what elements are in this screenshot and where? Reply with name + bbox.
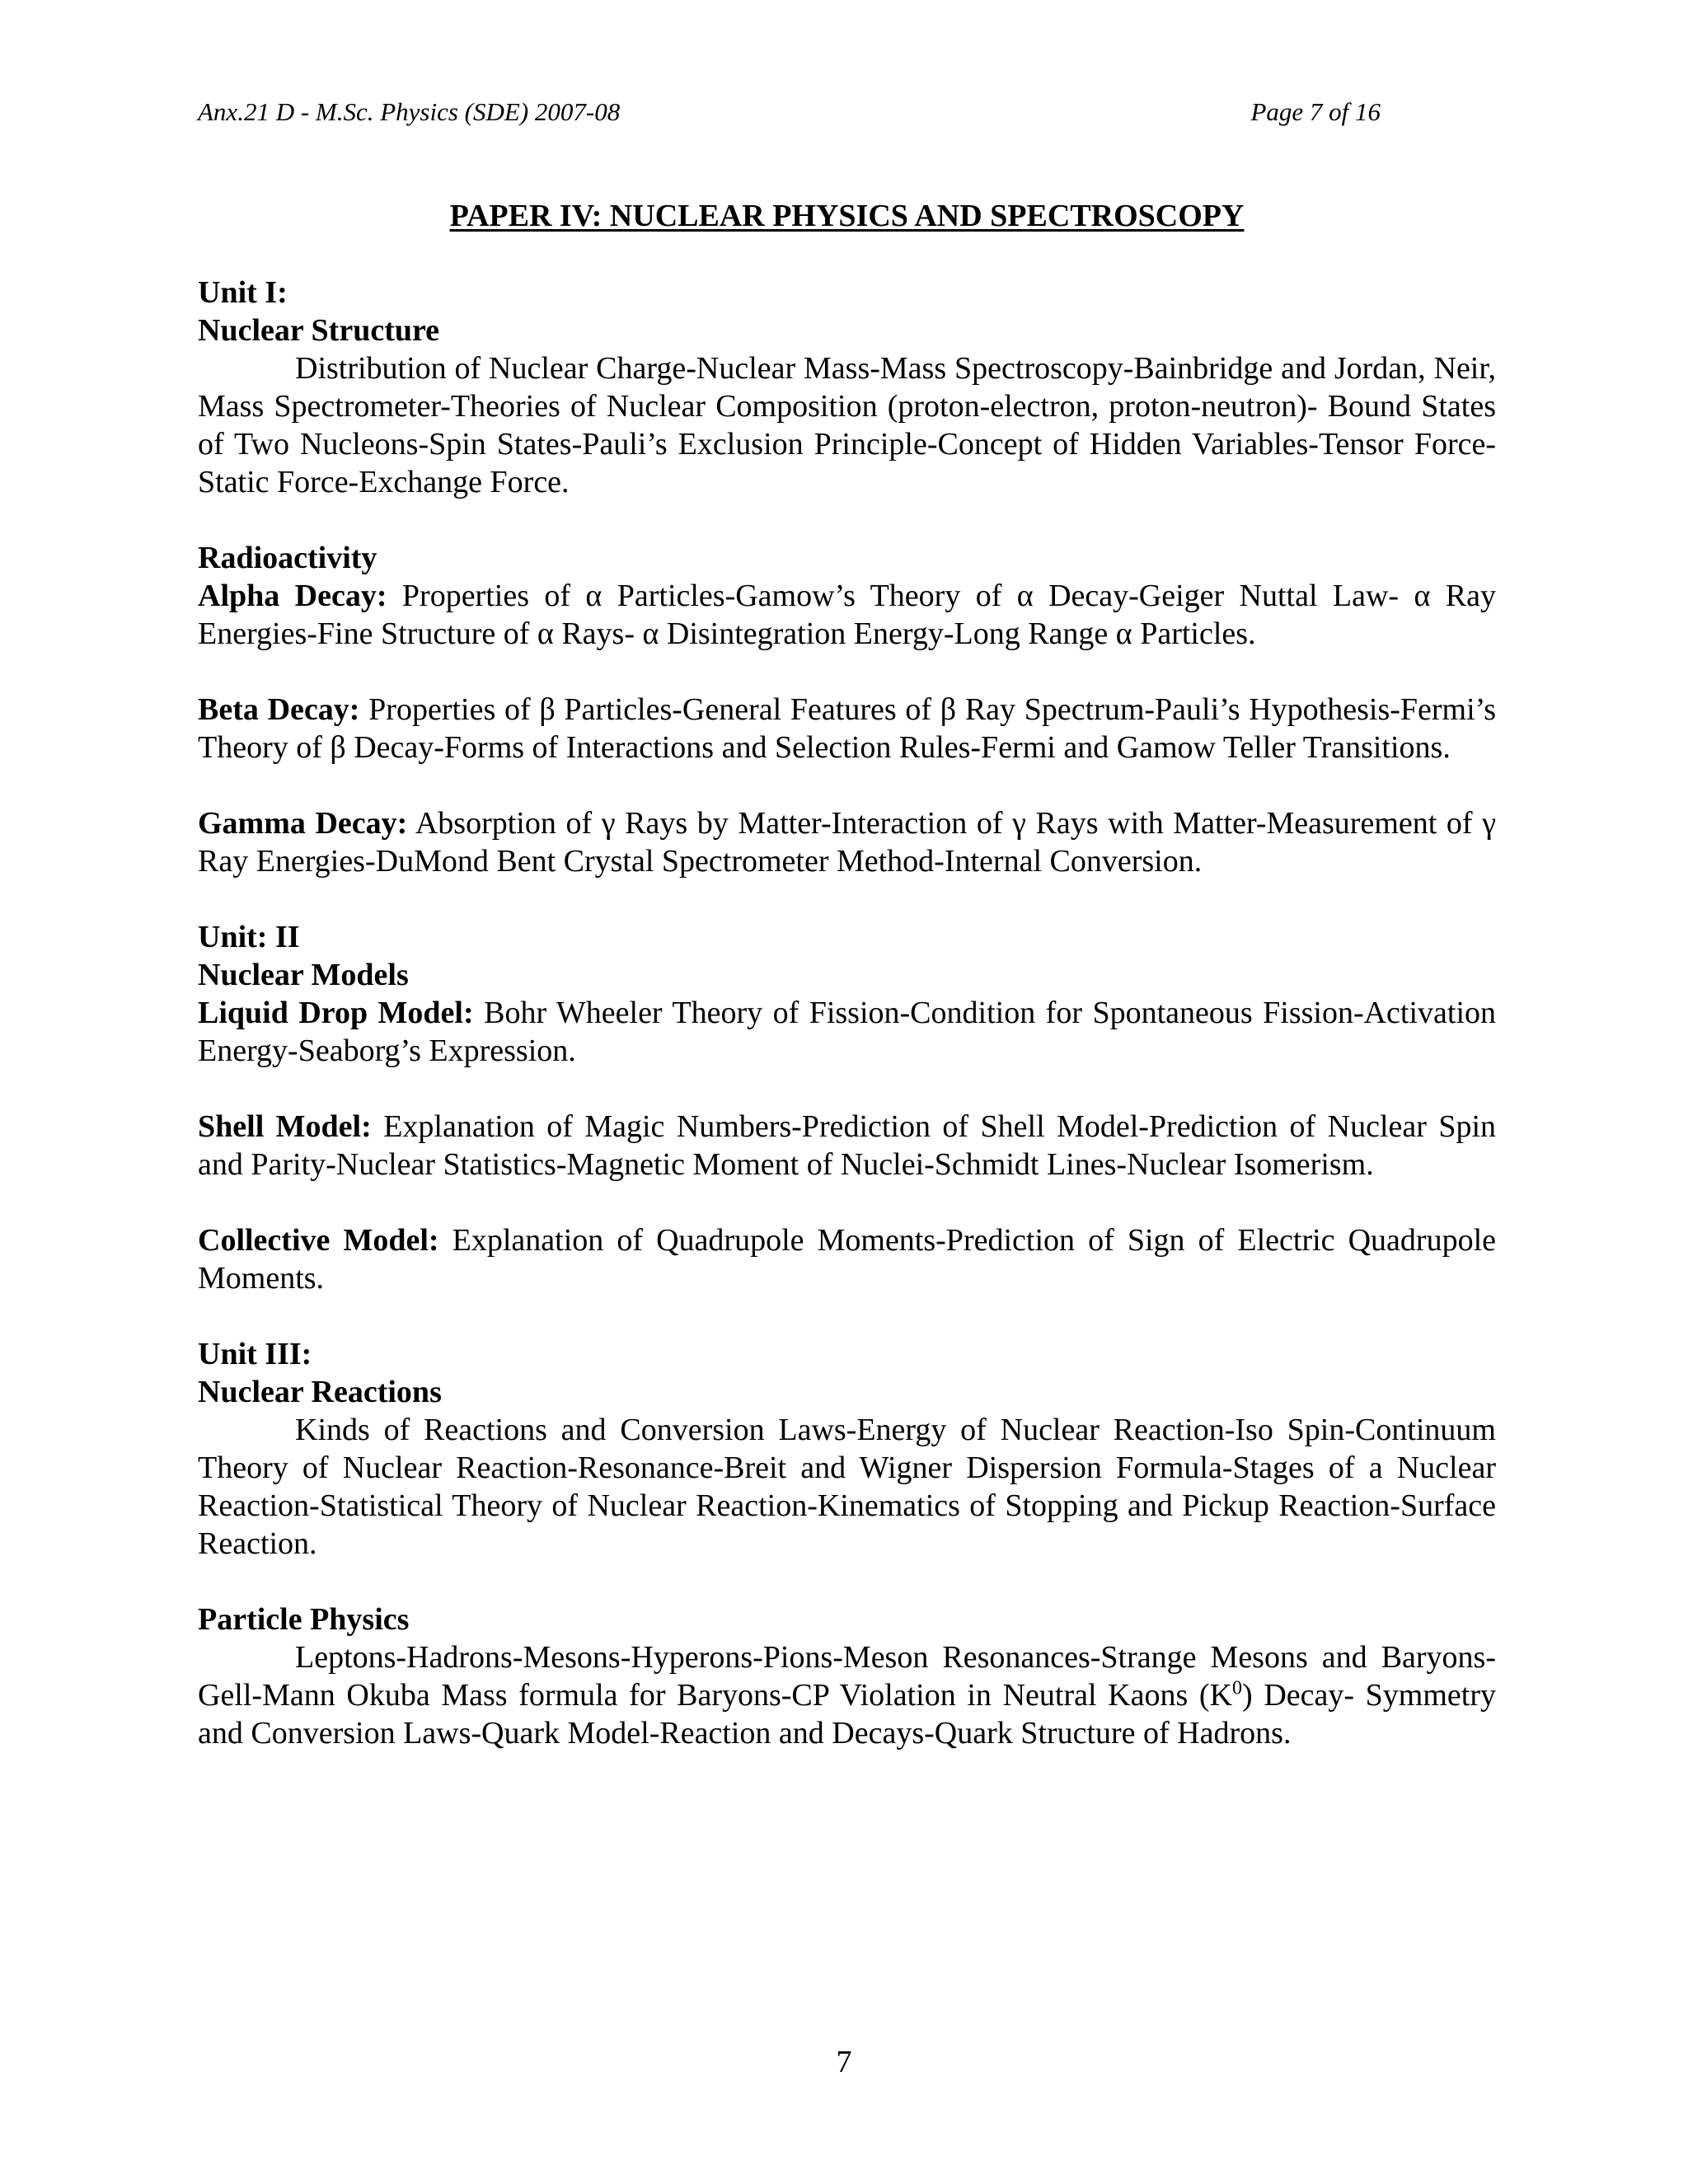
- particle-physics-paragraph: [198, 1638, 1496, 1752]
- particle-physics-heading: Particle Physics: [198, 1602, 410, 1637]
- nuclear-structure-heading: Nuclear Structure: [198, 313, 440, 348]
- header-page-info: Page 7 of 16: [1250, 97, 1381, 126]
- unit-3-label: Unit III:: [198, 1337, 312, 1371]
- beta-decay-label: Beta Decay:: [198, 692, 360, 727]
- beta-decay-text: Properties of β Particles-General Features of β Ray Spectrum-Pauli’s Hypothesis-Fermi’s Theory of β Decay-Forms of Interactions and Selection Rules-Fermi and Gamow Teller Transitions.: [198, 692, 1497, 765]
- unit-2-label: Unit: II: [198, 920, 300, 954]
- syllabus-content: [198, 274, 1496, 1752]
- page-number: 7: [836, 2045, 852, 2079]
- header-course-info: Anx.21 D - M.Sc. Physics (SDE) 2007-08: [198, 97, 621, 126]
- shell-model-text: Explanation of Magic Numbers-Prediction of Shell Model-Prediction of Nuclear Spin and Parity-Nuclear Statistics-Magnetic Moment of Nuclei-Schmidt Lines-Nuclear Isomerism.: [198, 1109, 1497, 1182]
- collective-model-text: Explanation of Quadrupole Moments-Prediction of Sign of Electric Quadrupole Moments.: [198, 1223, 1497, 1296]
- liquid-drop-text: Bohr Wheeler Theory of Fission-Condition for Spontaneous Fission-Activation Energy-Seaborg’s Expression.: [198, 996, 1497, 1068]
- alpha-decay-label: Alpha Decay:: [198, 579, 387, 613]
- shell-model-paragraph: [198, 1108, 1496, 1183]
- liquid-drop-paragraph: [198, 994, 1496, 1070]
- collective-model-label: Collective Model:: [198, 1223, 439, 1258]
- nuclear-reactions-text: Kinds of Reactions and Conversion Laws-Energy of Nuclear Reaction-Iso Spin-Continuum Theory of Nuclear Reaction-Resonance-Breit and Wigner Dispersion Formula-Stages of a Nuclear Reaction-Statistical Theory of Nuclear Reaction-Kinematics of Stopping and Pickup Reaction-Surface Reaction.: [198, 1413, 1496, 1561]
- page-header: [198, 97, 1381, 134]
- alpha-decay-paragraph: [198, 577, 1496, 653]
- nuclear-models-heading: Nuclear Models: [198, 958, 409, 992]
- nuclear-reactions-heading: Nuclear Reactions: [198, 1375, 442, 1409]
- collective-model-paragraph: [198, 1221, 1496, 1297]
- radioactivity-heading: Radioactivity: [198, 541, 377, 575]
- paper-title: [198, 198, 1496, 234]
- liquid-drop-label: Liquid Drop Model:: [198, 996, 474, 1030]
- beta-decay-paragraph: [198, 691, 1496, 766]
- particle-physics-text-2: ) Decay- Symmetry and Conversion Laws-Quark Model-Reaction and Decays-Quark Structure of Hadrons.: [198, 1678, 1496, 1750]
- gamma-decay-paragraph: [198, 804, 1496, 880]
- gamma-decay-label: Gamma Decay:: [198, 806, 408, 841]
- kaon-superscript: 0: [1232, 1677, 1243, 1699]
- gamma-decay-text: Absorption of γ Rays by Matter-Interaction of γ Rays with Matter-Measurement of γ Ray Energies-DuMond Bent Crystal Spectrometer Method-Internal Conversion.: [198, 806, 1497, 879]
- paper-title-text: PAPER IV: NUCLEAR PHYSICS AND SPECTROSCOPY: [449, 199, 1245, 233]
- alpha-decay-text: Properties of α Particles-Gamow’s Theory of α Decay-Geiger Nuttal Law- α Ray Energies-Fine Structure of α Rays- α Disintegration Energy-Long Range α Particles.: [198, 579, 1496, 651]
- unit-1-label: Unit I:: [198, 275, 288, 310]
- nuclear-structure-text: Distribution of Nuclear Charge-Nuclear Mass-Mass Spectroscopy-Bainbridge and Jordan, Neir, Mass Spectrometer-Theories of Nuclear Composition (proton-electron, proton-neutron)- Bound States of Two Nucleons-Spin States-Pauli’s Exclusion Principle-Concept of Hidden Variables-Tensor Force-Static Force-Exchange Force.: [198, 351, 1496, 499]
- shell-model-label: Shell Model:: [198, 1109, 372, 1144]
- particle-physics-text-1: Leptons-Hadrons-Mesons-Hyperons-Pions-Meson Resonances-Strange Mesons and Baryons-Gell-Mann Okuba Mass formula for Baryons-CP Violation in Neutral Kaons (K: [198, 1640, 1496, 1713]
